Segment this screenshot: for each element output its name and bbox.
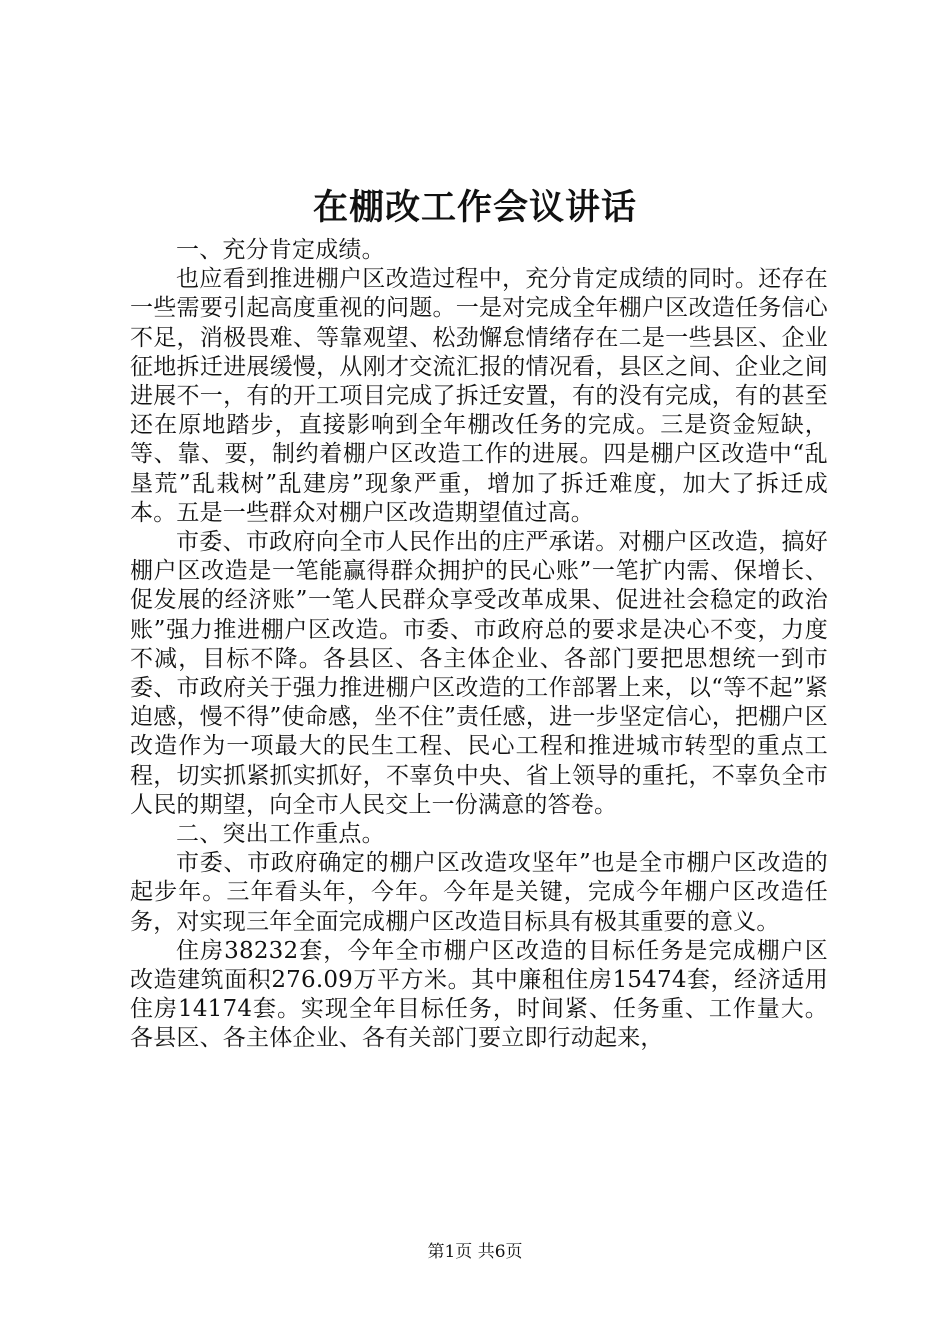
paragraph-1: 也应看到推进棚户区改造过程中，充分肯定成绩的同时。还存在一些需要引起高度重视的问题。一是对完成全年棚户区改造任务信心不足，消极畏难、等靠观望、松劲懈怠情绪存在二是一些县区、企业征地拆迁进展缓慢，从刚才交流汇报的情况看，县区之间、企业之间进展不一，有的开工项目完成了拆迁安置，有的没有完成，有的甚至还在原地踏步，直接影响到全年棚改任务的完成。三是资金短缺，等、靠、要，制约着棚户区改造工作的进展。四是棚户区改造中“乱垦荒”乱栽树”乱建房”现象严重，增加了拆迁难度，加大了拆迁成本。五是一些群众对棚户区改造期望值过高。 bbox=[130, 266, 828, 526]
paragraph-3: 市委、市政府确定的棚户区改造攻坚年”也是全市棚户区改造的起步年。三年看头年，今年。今年是关键，完成今年棚户区改造任务，对实现三年全面完成棚户区改造目标具有极其重要的意义。 bbox=[130, 850, 828, 935]
page-footer: 第1页 共6页 bbox=[427, 1242, 523, 1262]
document-body bbox=[130, 236, 828, 1054]
paragraph-2: 市委、市政府向全市人民作出的庄严承诺。对棚户区改造，搞好棚户区改造是一笔能赢得群众拥护的民心账”一笔扩内需、保增长、促发展的经济账”一笔人民群众享受改革成果、促进社会稳定的政治账”强力推进棚户区改造。市委、市政府总的要求是决心不变，力度不减，目标不降。各县区、各主体企业、各部门要把思想统一到市委、市政府关于强力推进棚户区改造的工作部署上来，以“等不起”紧迫感，慢不得”使命感，坐不住”责任感，进一步坚定信心，把棚户区改造作为一项最大的民生工程、民心工程和推进城市转型的重点工程，切实抓紧抓实抓好，不辜负中央、省上领导的重托，不辜负全市人民的期望，向全市人民交上一份满意的答卷。 bbox=[130, 529, 828, 818]
paragraph-4: 住房38232套，今年全市棚户区改造的目标任务是完成棚户区改造建筑面积276.09万平方米。其中廉租住房15474套，经济适用住房14174套。实现全年目标任务，时间紧、任务重、工作量大。各县区、各主体企业、各有关部门要立即行动起来， bbox=[130, 937, 828, 1052]
section-heading-2: 二、突出工作重点。 bbox=[176, 821, 385, 848]
document-title: 在棚改工作会议讲话 bbox=[312, 187, 637, 228]
section-heading-1: 一、充分肯定成绩。 bbox=[176, 237, 385, 263]
